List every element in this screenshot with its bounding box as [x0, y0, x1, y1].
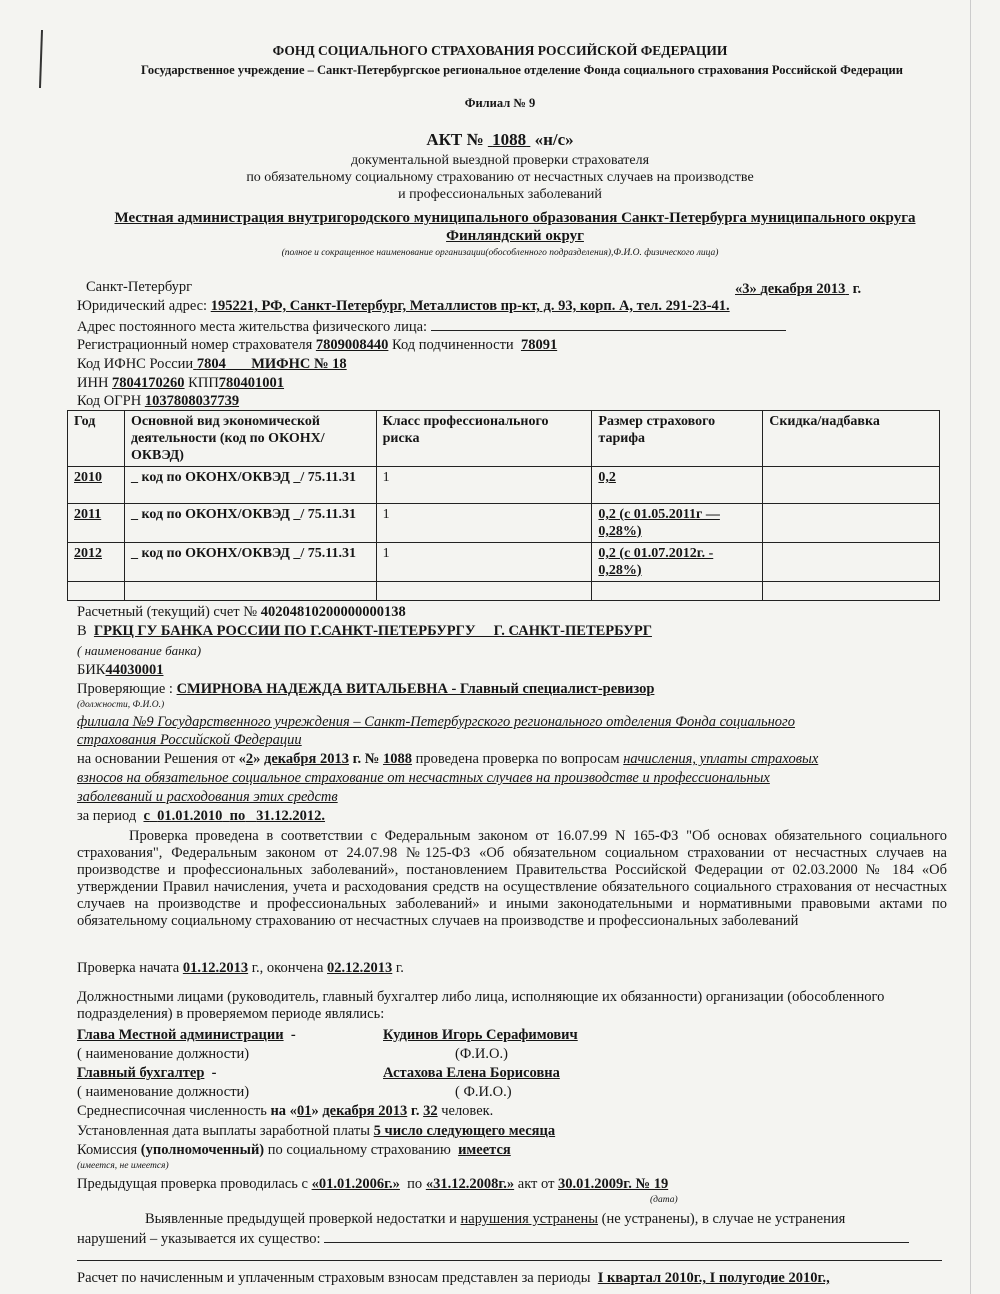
table-header-cell: Основной вид экономической деятельности (код по ОКОНХ/ОКВЭД)	[124, 411, 376, 467]
inspector-org-line2: страхования Российской Федерации	[77, 732, 302, 748]
activity-cell: _ код по ОКОНХ/ОКВЭД _/ 75.11.31	[124, 504, 376, 543]
check-dates: Проверка начата 01.12.2013 г., окончена 02.12.2013 г.	[77, 960, 404, 976]
official-accountant-name-note: ( Ф.И.О.)	[455, 1084, 512, 1100]
table-row-empty	[68, 582, 940, 601]
inspector: Проверяющие : СМИРНОВА НАДЕЖДА ВИТАЛЬЕВНА - Главный специалист-ревизор	[77, 681, 655, 697]
bank-name: В ГРКЦ ГУ БАНКА РОССИИ ПО Г.САНКТ-ПЕТЕРБУРГУ Г. САНКТ-ПЕТЕРБУРГ	[77, 623, 652, 639]
tariff-cell: 0,2 (с 01.07.2012г. - 0,28%)	[592, 543, 763, 582]
activity-cell: _ код по ОКОНХ/ОКВЭД _/ 75.11.31	[124, 543, 376, 582]
year-cell: 2010	[68, 467, 125, 504]
official-head-name: Кудинов Игорь Серафимович	[383, 1027, 578, 1043]
registration-number: Регистрационный номер страхователя 7809008440 Код подчиненности 78091	[77, 337, 558, 353]
tariff-cell: 0,2	[592, 467, 763, 504]
fund-subtitle: Государственное учреждение – Санкт-Петербургское региональное отделение Фонда социального страхования Российской Федерации	[141, 63, 903, 77]
table-row	[68, 467, 940, 504]
act-description: документальной выездной проверки страхователя по обязательному социальному страхованию от несчастных случаев на производстве и профессиональных заболеваний	[246, 153, 754, 202]
commission-note: (имеется, не имеется)	[77, 1161, 169, 1171]
activity-cell: _ код по ОКОНХ/ОКВЭД _/ 75.11.31	[124, 467, 376, 504]
headcount: Среднесписочная численность на «01» декабря 2013 г. 32 человек.	[77, 1103, 494, 1119]
risk-cell: 1	[376, 543, 592, 582]
ogrn-code: Код ОГРН 1037808037739	[77, 393, 240, 409]
act-number: 1088	[492, 130, 527, 149]
margin-pen-mark	[39, 30, 43, 88]
act-suffix: «н/с»	[534, 130, 574, 149]
discount-cell	[763, 504, 940, 543]
previous-check: Предыдущая проверка проводилась с «01.01.2006г.» по «31.12.2008г.» акт от 30.01.2009г. № 19	[77, 1176, 669, 1192]
place: Санкт-Петербург	[86, 279, 193, 295]
violations-line2: нарушений – указывается их существо:	[77, 1230, 909, 1248]
official-accountant-name: Астахова Елена Борисовна	[383, 1065, 560, 1081]
risk-cell: 1	[376, 504, 592, 543]
bank-note: ( наименование банка)	[77, 643, 202, 658]
bik: БИК44030001	[77, 662, 164, 678]
tariff-cell: 0,2 (с 01.05.2011г — 0,28%)	[592, 504, 763, 543]
act-title	[0, 130, 1000, 150]
decision-basis: на основании Решения от «2» декабря 2013 г. № 1088 проведена проверка по вопросам начисления, уплаты страховых	[77, 751, 819, 767]
branch-name: Филиал № 9	[464, 96, 536, 110]
table-row	[68, 504, 940, 543]
salary-date: Установленная дата выплаты заработной платы 5 число следующего месяца	[77, 1123, 556, 1139]
violations-line1: Выявленные предыдущей проверкой недостатки и нарушения устранены (не устранены), в случае не устранения	[145, 1211, 846, 1227]
table-header-cell: Класс профессионального риска	[376, 411, 592, 467]
organization-note: (полное и сокращенное наименование организации(обособленного подразделения),Ф.И.О. физического лица)	[281, 248, 719, 258]
year-cell: 2012	[68, 543, 125, 582]
risk-cell: 1	[376, 467, 592, 504]
official-head: Глава Местной администрации -	[77, 1027, 296, 1043]
legal-address: Юридический адрес: 195221, РФ, Санкт-Петербург, Металлистов пр-кт, д. 93, корп. А, тел. 291-23-41.	[77, 298, 730, 314]
commission: Комиссия (уполномоченный) по социальному страхованию имеется	[77, 1142, 511, 1158]
discount-cell	[763, 543, 940, 582]
table-header-cell: Год	[68, 411, 125, 467]
official-head-name-note: (Ф.И.О.)	[455, 1046, 508, 1062]
table-row	[68, 543, 940, 582]
calculation-periods: Расчет по начисленным и уплаченным страховым взносам представлен за периоды I квартал 2010г., I полугодие 2010г.,	[77, 1270, 830, 1286]
decision-topic-line3: заболеваний и расходования этих средств	[77, 789, 338, 805]
officials-intro: Должностными лицами (руководитель, главный бухгалтер либо лица, исполняющие их обязанности) организации (обособленного подразделения) в проверяемом периоде являлись:	[77, 989, 885, 1022]
table-header-row	[68, 411, 940, 467]
official-accountant-position-note: ( наименование должности)	[77, 1084, 250, 1100]
tariff-table	[67, 410, 940, 601]
act-date: «3» декабря 2013 г.	[735, 281, 862, 297]
table-header-cell: Размер страхового тарифа	[592, 411, 763, 467]
inn-kpp: ИНН 7804170260 КПП780401001	[77, 375, 285, 391]
audit-period: за период с 01.01.2010 по 31.12.2012.	[77, 808, 326, 824]
fund-title: ФОНД СОЦИАЛЬНОГО СТРАХОВАНИЯ РОССИЙСКОЙ ФЕДЕРАЦИИ	[272, 43, 728, 58]
blank-line	[77, 1260, 942, 1261]
official-accountant: Главный бухгалтер -	[77, 1065, 217, 1081]
table-header-cell: Скидка/надбавка	[763, 411, 940, 467]
decision-topic-line2: взносов на обязательное социальное страхование от несчастных случаев на производстве и профессиональных	[77, 770, 770, 786]
inspector-note: (должности, Ф.И.О.)	[77, 700, 165, 710]
legal-basis: Проверка проведена в соответствии с Федеральным законом от 16.07.99 N 165-ФЗ "Об основах обязательного социального страхования", Федеральным законом от 24.07.98 №125-ФЗ «Об обязательном социальном страховании от несчастных случаев на производстве и профессиональных заболеваний», постановлением Правительства Российской Федерации от 02.03.2000 № 184 «Об утверждении Правил начисления, учета и расходования средств на осуществление обязательного социального страхования от несчастных случаев на производстве и профессиональных заболеваний» и иными законодательными и нормативными правовыми актами по обязательному социальному страхованию от несчастных случаев на производстве и профессиональных заболеваний	[77, 828, 947, 929]
residence-address: Адрес постоянного места жительства физического лица:	[77, 318, 786, 336]
previous-check-note: (дата)	[650, 1195, 678, 1205]
act-prefix: АКТ №	[426, 130, 484, 149]
organization-name: Местная администрация внутригородского муниципального образования Санкт-Петербурга муниципального округа Финляндский округ	[114, 210, 916, 244]
year-cell: 2011	[68, 504, 125, 543]
account-number: Расчетный (текущий) счет № 40204810200000000138	[77, 604, 406, 620]
inspector-org-line1: филиала №9 Государственного учреждения – Санкт-Петербургского регионального отделения Фонда социального	[77, 714, 795, 730]
discount-cell	[763, 467, 940, 504]
official-head-position-note: ( наименование должности)	[77, 1046, 250, 1062]
ifns-code: Код ИФНС России 7804 МИФНС № 18	[77, 356, 347, 372]
